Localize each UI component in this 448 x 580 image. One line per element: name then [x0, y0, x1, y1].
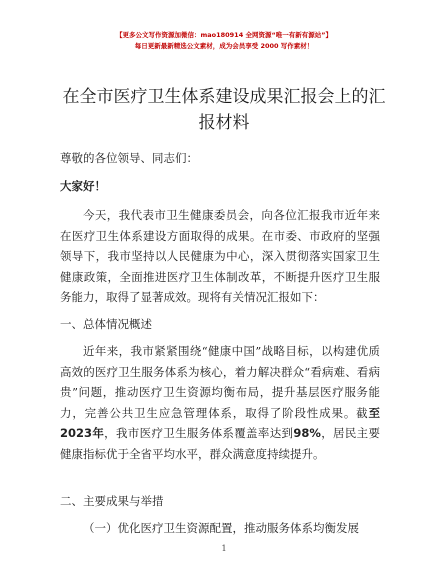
section1-text-part2: ，我市医疗卫生服务体系覆盖率达到 [104, 426, 294, 440]
section2-heading: 二、主要成果与举措 [60, 494, 164, 508]
section1-text-part1: 近年来，我市紧紧围绕“健康中国”战略目标，以构建优质高效的医疗卫生服务体系为核心，着力解决群众“看病难、看病贵”问题，推动医疗卫生资源均衡布局，提升基层医疗服务能力，完善公共卫生应急管理体系，取得了阶段性成果。截 [60, 344, 380, 420]
promo-banner-line1[interactable]: 【更多公文写作资源加微信：mao180914 全网资源“唯一有新有源站”】 [115, 31, 333, 39]
section1-year: 至2023年 [60, 405, 380, 440]
document-title: 在全市医疗卫生体系建设成果汇报会上的汇报材料 [62, 87, 386, 133]
salutation: 尊敬的各位领导、同志们： [60, 151, 198, 165]
section1-percent: 98% [293, 426, 321, 440]
page-number: 1 [221, 544, 227, 553]
section1-heading: 一、总体情况概述 [60, 317, 152, 331]
section1-text-part3: ，居民主要健康指标优于全省平均水平，群众满意度持续提升。 [60, 426, 380, 461]
promo-banner-line2[interactable]: 每日更新最新精选公文素材，成为会员享受 2000 写作素材！ [134, 42, 314, 50]
intro-paragraph: 今天，我代表市卫生健康委员会，向各位汇报我市近年来在医疗卫生体系建设方面取得的成果。在市委、市政府的坚强领导下，我市坚持以人民健康为中心，深入贯彻落实国家卫生健康政策，全面推进医疗卫生体制改革，不断提升医疗卫生服务能力，取得了显著成效。现将有关情况汇报如下： [60, 208, 380, 304]
greeting: 大家好！ [60, 179, 106, 193]
subsection1-heading: （一）优化医疗卫生资源配置，推动服务体系均衡发展 [83, 521, 359, 535]
section1-paragraph [60, 341, 380, 464]
